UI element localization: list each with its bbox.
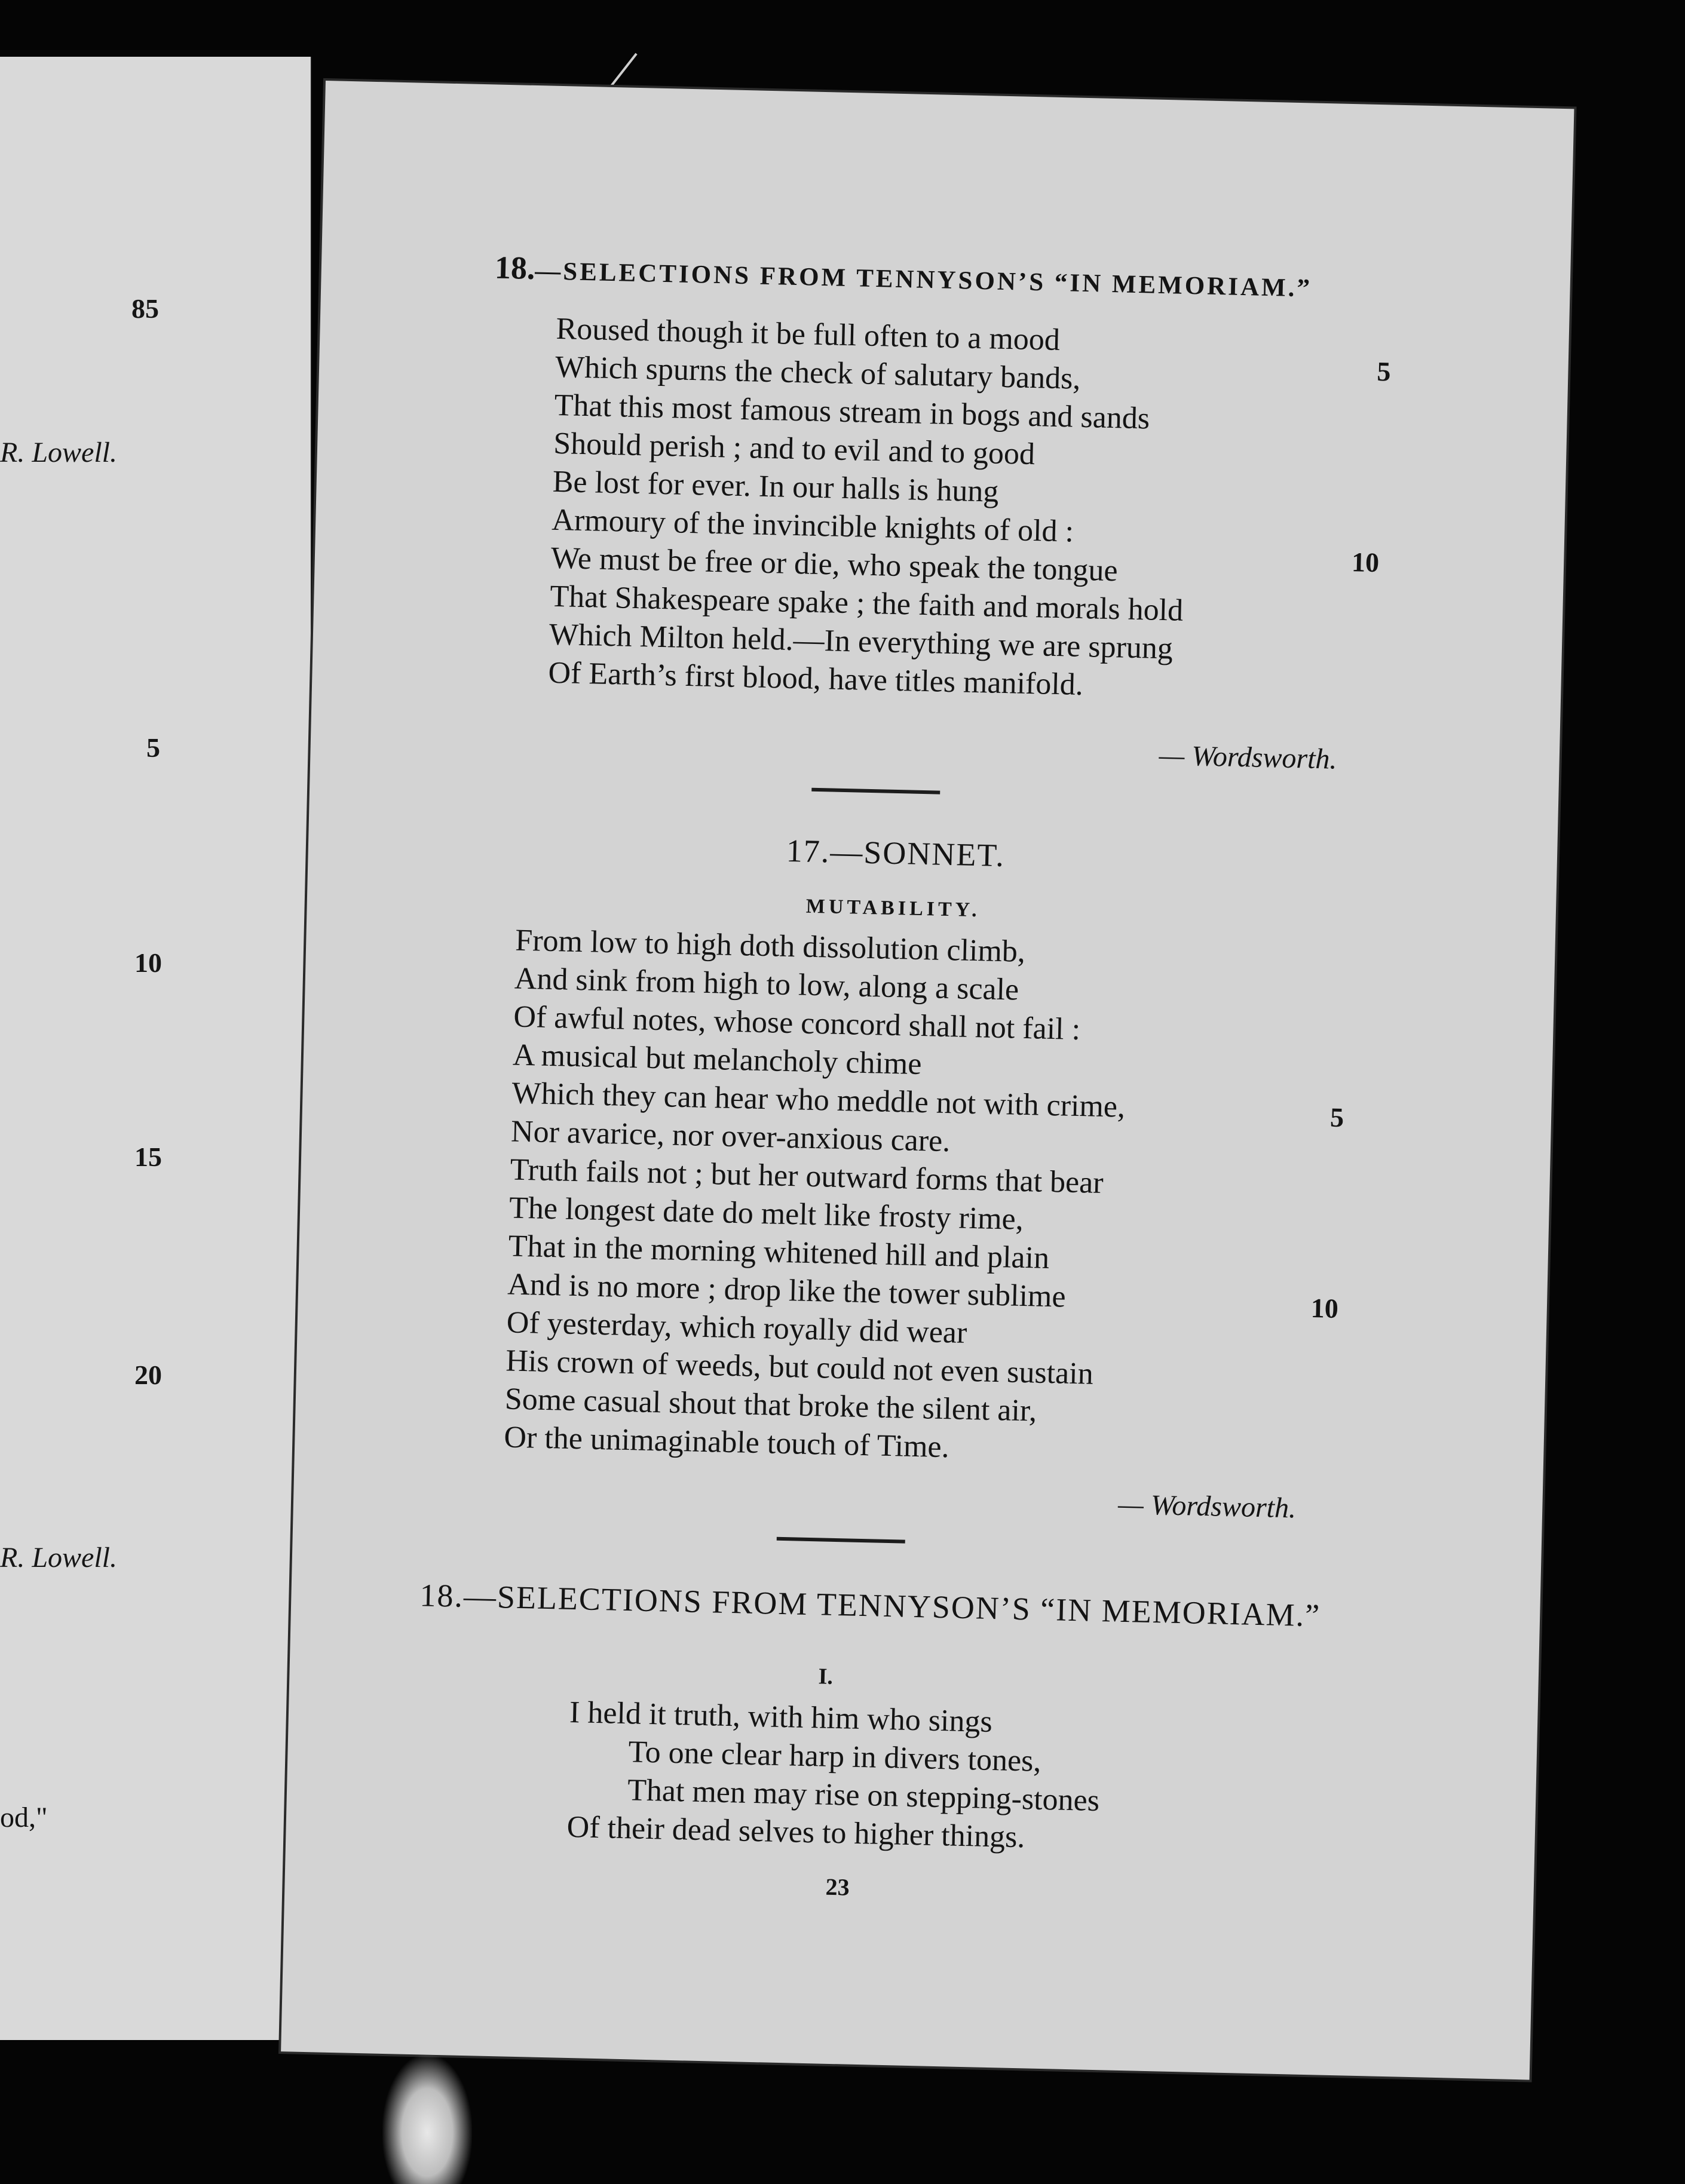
poem-line: That this most famous stream in bogs and sands bbox=[554, 388, 1150, 436]
poem-line: That men may rise on stepping-stones bbox=[627, 1773, 1100, 1818]
poem-line: Which they can hear who meddle not with crime, bbox=[511, 1076, 1126, 1124]
line-number: 10 bbox=[1351, 547, 1380, 578]
poem-line: Or the unimaginable touch of Time. bbox=[503, 1420, 950, 1465]
poem-line: Roused though it be full often to a mood bbox=[556, 311, 1061, 357]
line-number: 5 bbox=[1376, 356, 1391, 387]
stanza-number: I. bbox=[818, 1664, 834, 1689]
poem-line: Of Earth’s first blood, have titles manifold. bbox=[547, 655, 1084, 703]
section-title: 18.—SELECTIONS FROM TENNYSON’S “IN MEMORIAM.” bbox=[419, 1577, 1321, 1634]
poem-continuation bbox=[548, 310, 1190, 707]
previous-page bbox=[0, 57, 314, 2040]
poem-line: Some casual shout that broke the silent air, bbox=[504, 1382, 1037, 1428]
attribution: — Wordsworth. bbox=[1159, 739, 1338, 775]
page-number: 23 bbox=[825, 1873, 850, 1901]
line-number: 20 bbox=[134, 1360, 162, 1390]
poem-line: Of yesterday, which royally did wear bbox=[506, 1305, 967, 1350]
poem-line: Should perish ; and to evil and to good bbox=[553, 426, 1035, 472]
poem-line: A musical but melancholy chime bbox=[512, 1038, 923, 1082]
poem-line: We must be free or die, who speak the tongue bbox=[550, 541, 1119, 588]
poem-line: Which Milton held.—In everything we are sprung bbox=[549, 617, 1174, 666]
current-page bbox=[281, 81, 1574, 2080]
poem-line: That in the morning whitened hill and plain bbox=[508, 1229, 1050, 1275]
poem-line: That Shakespeare spake ; the faith and morals hold bbox=[549, 579, 1184, 628]
poem-line: And is no more ; drop like the tower sublime bbox=[507, 1267, 1067, 1314]
section-divider bbox=[777, 1537, 905, 1544]
line-number: 15 bbox=[134, 1142, 162, 1172]
poem-line: Of their dead selves to higher things. bbox=[566, 1809, 1026, 1855]
attribution: R. Lowell. bbox=[0, 437, 118, 468]
poem-line: Which spurns the check of salutary bands, bbox=[554, 349, 1082, 396]
poem-line: I held it truth, with him who sings bbox=[569, 1695, 993, 1740]
section-title: 17.—SONNET. bbox=[786, 832, 1006, 874]
line-number: 10 bbox=[1310, 1292, 1339, 1324]
poem-line: And sink from high to low, along a scale bbox=[514, 961, 1019, 1007]
attribution: R. Lowell. bbox=[0, 1542, 118, 1573]
section-divider bbox=[811, 788, 940, 795]
running-head: 18.—SELECTIONS FROM TENNYSON’S “IN MEMORIAM.” bbox=[494, 249, 1313, 303]
sonnet bbox=[504, 922, 1129, 1471]
subtitle: MUTABILITY. bbox=[805, 895, 981, 922]
line-number: 85 bbox=[131, 293, 159, 324]
line-number: 5 bbox=[1329, 1102, 1344, 1133]
stanza bbox=[566, 1694, 1102, 1858]
poem-line: Truth fails not ; but her outward forms that bear bbox=[510, 1152, 1104, 1200]
text-fragment: od," bbox=[0, 1802, 48, 1833]
poem-line: The longest date do melt like frosty rime, bbox=[508, 1191, 1024, 1237]
paper-stain bbox=[382, 2055, 472, 2184]
poem-line: Be lost for ever. In our halls is hung bbox=[552, 464, 999, 509]
poem-line: Of awful notes, whose concord shall not fail : bbox=[513, 999, 1081, 1047]
poem-line: Armoury of the invincible knights of old : bbox=[551, 502, 1074, 549]
line-number: 10 bbox=[134, 947, 162, 978]
poem-line: To one clear harp in divers tones, bbox=[628, 1735, 1042, 1778]
line-number: 5 bbox=[146, 732, 160, 763]
poem-line: His crown of weeds, but could not even sustain bbox=[505, 1343, 1094, 1391]
poem-line: From low to high doth dissolution climb, bbox=[514, 923, 1026, 969]
attribution: — Wordsworth. bbox=[1117, 1488, 1297, 1524]
poem-line: Nor avarice, nor over-anxious care. bbox=[510, 1114, 951, 1159]
